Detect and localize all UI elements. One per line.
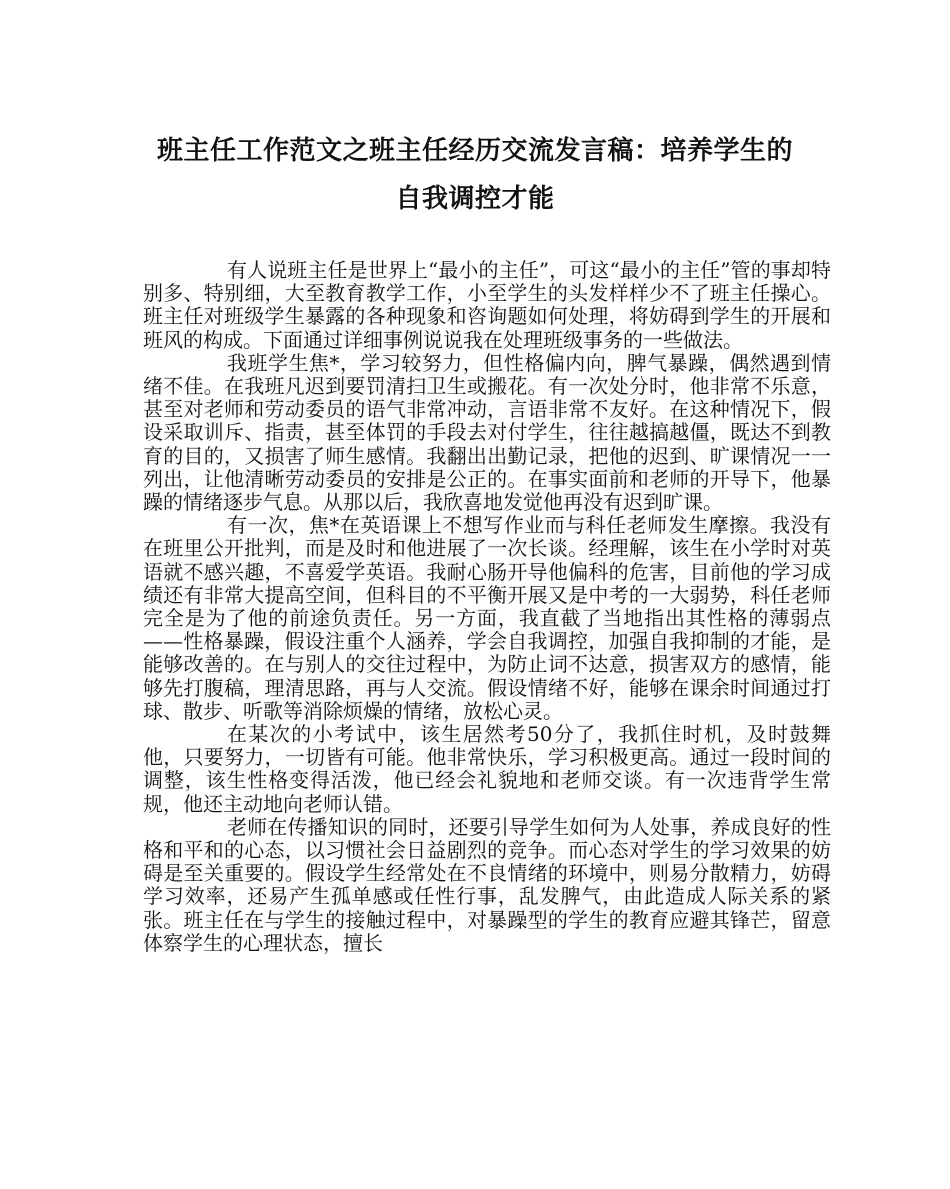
paragraph-2: 我班学生焦*，学习较努力，但性格偏内向，脾气暴躁，偶然遇到情绪不佳。在我班凡迟到要罚清扫卫生或搬花。有一次处分时，他非常不乐意，甚至对老师和劳动委员的语气非常冲动，言语非常不友好。在这种情况下，假设采取训斥、指责，甚至体罚的手段去对付学生，往往越搞越僵，既达不到教育的目的，又损害了师生感情。我翻出出勤记录，把他的迟到、旷课情况一一列出，让他清晰劳动委员的安排是公正的。在事实面前和老师的开导下，他暴躁的情绪逐步气息。从那以后，我欣喜地发觉他再没有迟到旷课。 — [143, 350, 831, 515]
document-title-line-1: 班主任工作范文之班主任经历交流发言稿：培养学生的 — [156, 136, 793, 166]
paragraph-5: 老师在传播知识的同时，还要引导学生如何为人处事，养成良好的性格和平和的心态，以习惯社会日益剧烈的竞争。而心态对学生的学习效果的妨碍是至关重要的。假设学生经常处在不良情绪的环境中，则易分散精力，妨碍学习效率，还易产生孤单感或任性行事，乱发脾气，由此造成人际关系的紧张。班主任在与学生的接触过程中，对暴躁型的学生的教育应避其锋芒，留意体察学生的心理状态，擅长 — [143, 814, 831, 955]
paragraph-3: 有一次，焦*在英语课上不想写作业而与科任老师发生摩擦。我没有在班里公开批判，而是及时和他进展了一次长谈。经理解，该生在小学时对英语就不感兴趣，不喜爱学英语。我耐心肠开导他偏科的危害，目前他的学习成绩还有非常大提高空间，但科目的不平衡开展又是中考的一大弱势，科任老师完全是为了他的前途负责任。另一方面，我直截了当地指出其性格的薄弱点——性格暴躁，假设注重个人涵养，学会自我调控，加强自我抑制的才能，是能够改善的。在与别人的交往过程中，为防止词不达意，损害双方的感情，能够先打腹稿，理清思路，再与人交流。假设情绪不好，能够在课余时间通过打球、散步、听歌等消除烦燥的情绪，放松心灵。 — [143, 513, 831, 723]
paragraph-4: 在某次的小考试中，该生居然考50分了，我抓住时机，及时鼓舞他，只要努力，一切皆有可能。他非常快乐，学习积极更高。通过一段时间的调整，该生性格变得活泼，他已经会礼貌地和老师交谈。有一次违背学生常规，他还主动地向老师认错。 — [143, 722, 831, 816]
document-title-line-2: 自我调控才能 — [395, 184, 555, 214]
paragraph-1: 有人说班主任是世界上“最小的主任”，可这“最小的主任”管的事却特别多、特别细，大至教育教学工作，小至学生的头发样样少不了班主任操心。班主任对班级学生暴露的各种现象和咨询题如何处理，将妨碍到学生的开展和班风的构成。下面通过详细事例说说我在处理班级事务的一些做法。 — [143, 258, 831, 352]
document-body — [143, 259, 831, 955]
